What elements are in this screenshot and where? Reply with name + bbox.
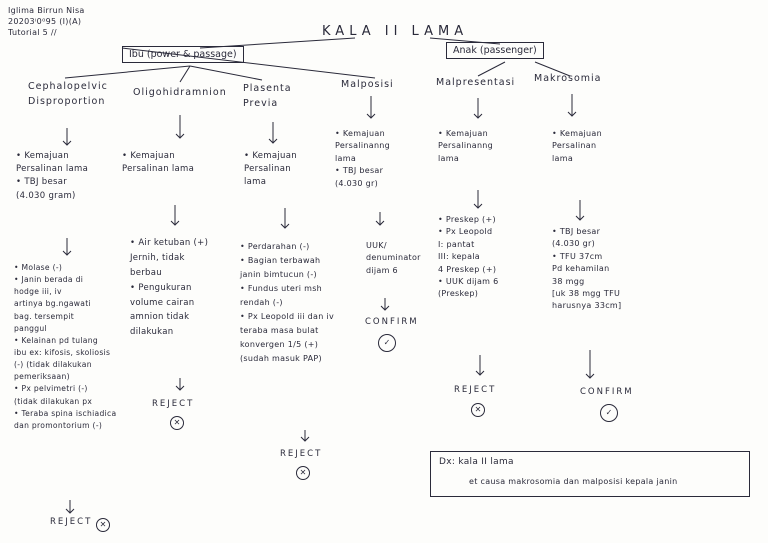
node-makrosomia-verdict: CONFIRM — [580, 387, 634, 397]
node-cpd-verdict: REJECT — [50, 517, 93, 527]
author-header: Iglima Birrun Nisa 20203ⁱ0⁰95 (I)(A) Tutorial 5 // — [8, 6, 85, 37]
node-oligo-verdict: REJECT — [152, 399, 195, 409]
node-cpd-step2: • Molase (-) • Janin berada di hodge iii, iv artinya bg.ngawati bag. tersempit panggul • Kelainan pd tulang ibu ex: kifosis, skoliosis (-) (tidak dilakukan pemeriksaan) • Px pelvimetri (-) (tidak dilakukan px • Teraba spina ischiadica dan promontorium (-) — [14, 263, 117, 430]
reject-x-icon: ✕ — [471, 403, 485, 417]
node-oligo-step2: • Air ketuban (+) Jernih, tidak berbau • Pengukuran volume cairan amnion tidak dilakukan — [130, 238, 209, 338]
reject-x-icon: ✕ — [96, 518, 110, 532]
node-plasenta-step1: • Kemajuan Persalinan lama — [244, 151, 297, 188]
branch-anak: Anak (passenger) — [446, 42, 544, 59]
diagnosis-line2: et causa makrosomia dan malposisi kepala janin — [469, 477, 678, 486]
node-malposisi-label: Malposisi — [341, 79, 394, 90]
node-cpd-label: Cephalopelvic Disproportion — [28, 81, 108, 107]
node-malposisi-verdict: CONFIRM — [365, 317, 419, 327]
node-plasenta-label: Plasenta Previa — [243, 83, 292, 109]
branch-ibu: Ibu (power & passage) — [122, 46, 244, 63]
node-makrosomia-step1: • Kemajuan Persalinan lama — [552, 129, 602, 163]
reject-x-icon: ✕ — [170, 416, 184, 430]
node-malpresentasi-label: Malpresentasi — [436, 77, 516, 88]
node-plasenta-verdict: REJECT — [280, 449, 323, 459]
node-plasenta-step2: • Perdarahan (-) • Bagian terbawah janin bimtucun (-) • Fundus uteri msh rendah (-) • Px Leopold iii dan iv teraba masa bulat konvergen 1/5 (+) (sudah masuk PAP) — [240, 242, 334, 363]
node-cpd-step1: • Kemajuan Persalinan lama • TBJ besar (4.030 gram) — [16, 151, 89, 201]
node-malposisi-step2: UUK/ denuminator dijam 6 — [366, 241, 421, 275]
diagram-title: KALA II LAMA — [322, 24, 469, 39]
confirm-check-icon: ✓ — [378, 334, 396, 352]
node-malpresentasi-step2: • Preskep (+) • Px Leopold I: pantat III: kepala 4 Preskep (+) • UUK dijam 6 (Preskep) — [438, 215, 499, 299]
diagnosis-line1: Dx: kala II lama — [439, 457, 514, 467]
node-makrosomia-label: Makrosomia — [534, 73, 602, 84]
node-malposisi-step1: • Kemajuan Persalinanng lama • TBJ besar (4.030 gr) — [335, 129, 391, 188]
node-oligo-step1: • Kemajuan Persalinan lama — [122, 151, 195, 175]
node-makrosomia-step2: • TBJ besar (4.030 gr) • TFU 37cm Pd kehamilan 38 mgg [uk 38 mgg TFU harusnya 33cm] — [552, 227, 622, 311]
node-malpresentasi-step1: • Kemajuan Persalinanng lama — [438, 129, 494, 163]
reject-x-icon: ✕ — [296, 466, 310, 480]
confirm-check-icon: ✓ — [600, 404, 618, 422]
node-malpresentasi-verdict: REJECT — [454, 385, 497, 395]
diagnosis-box — [430, 451, 750, 497]
node-oligo-label: Oligohidramnion — [133, 87, 227, 98]
